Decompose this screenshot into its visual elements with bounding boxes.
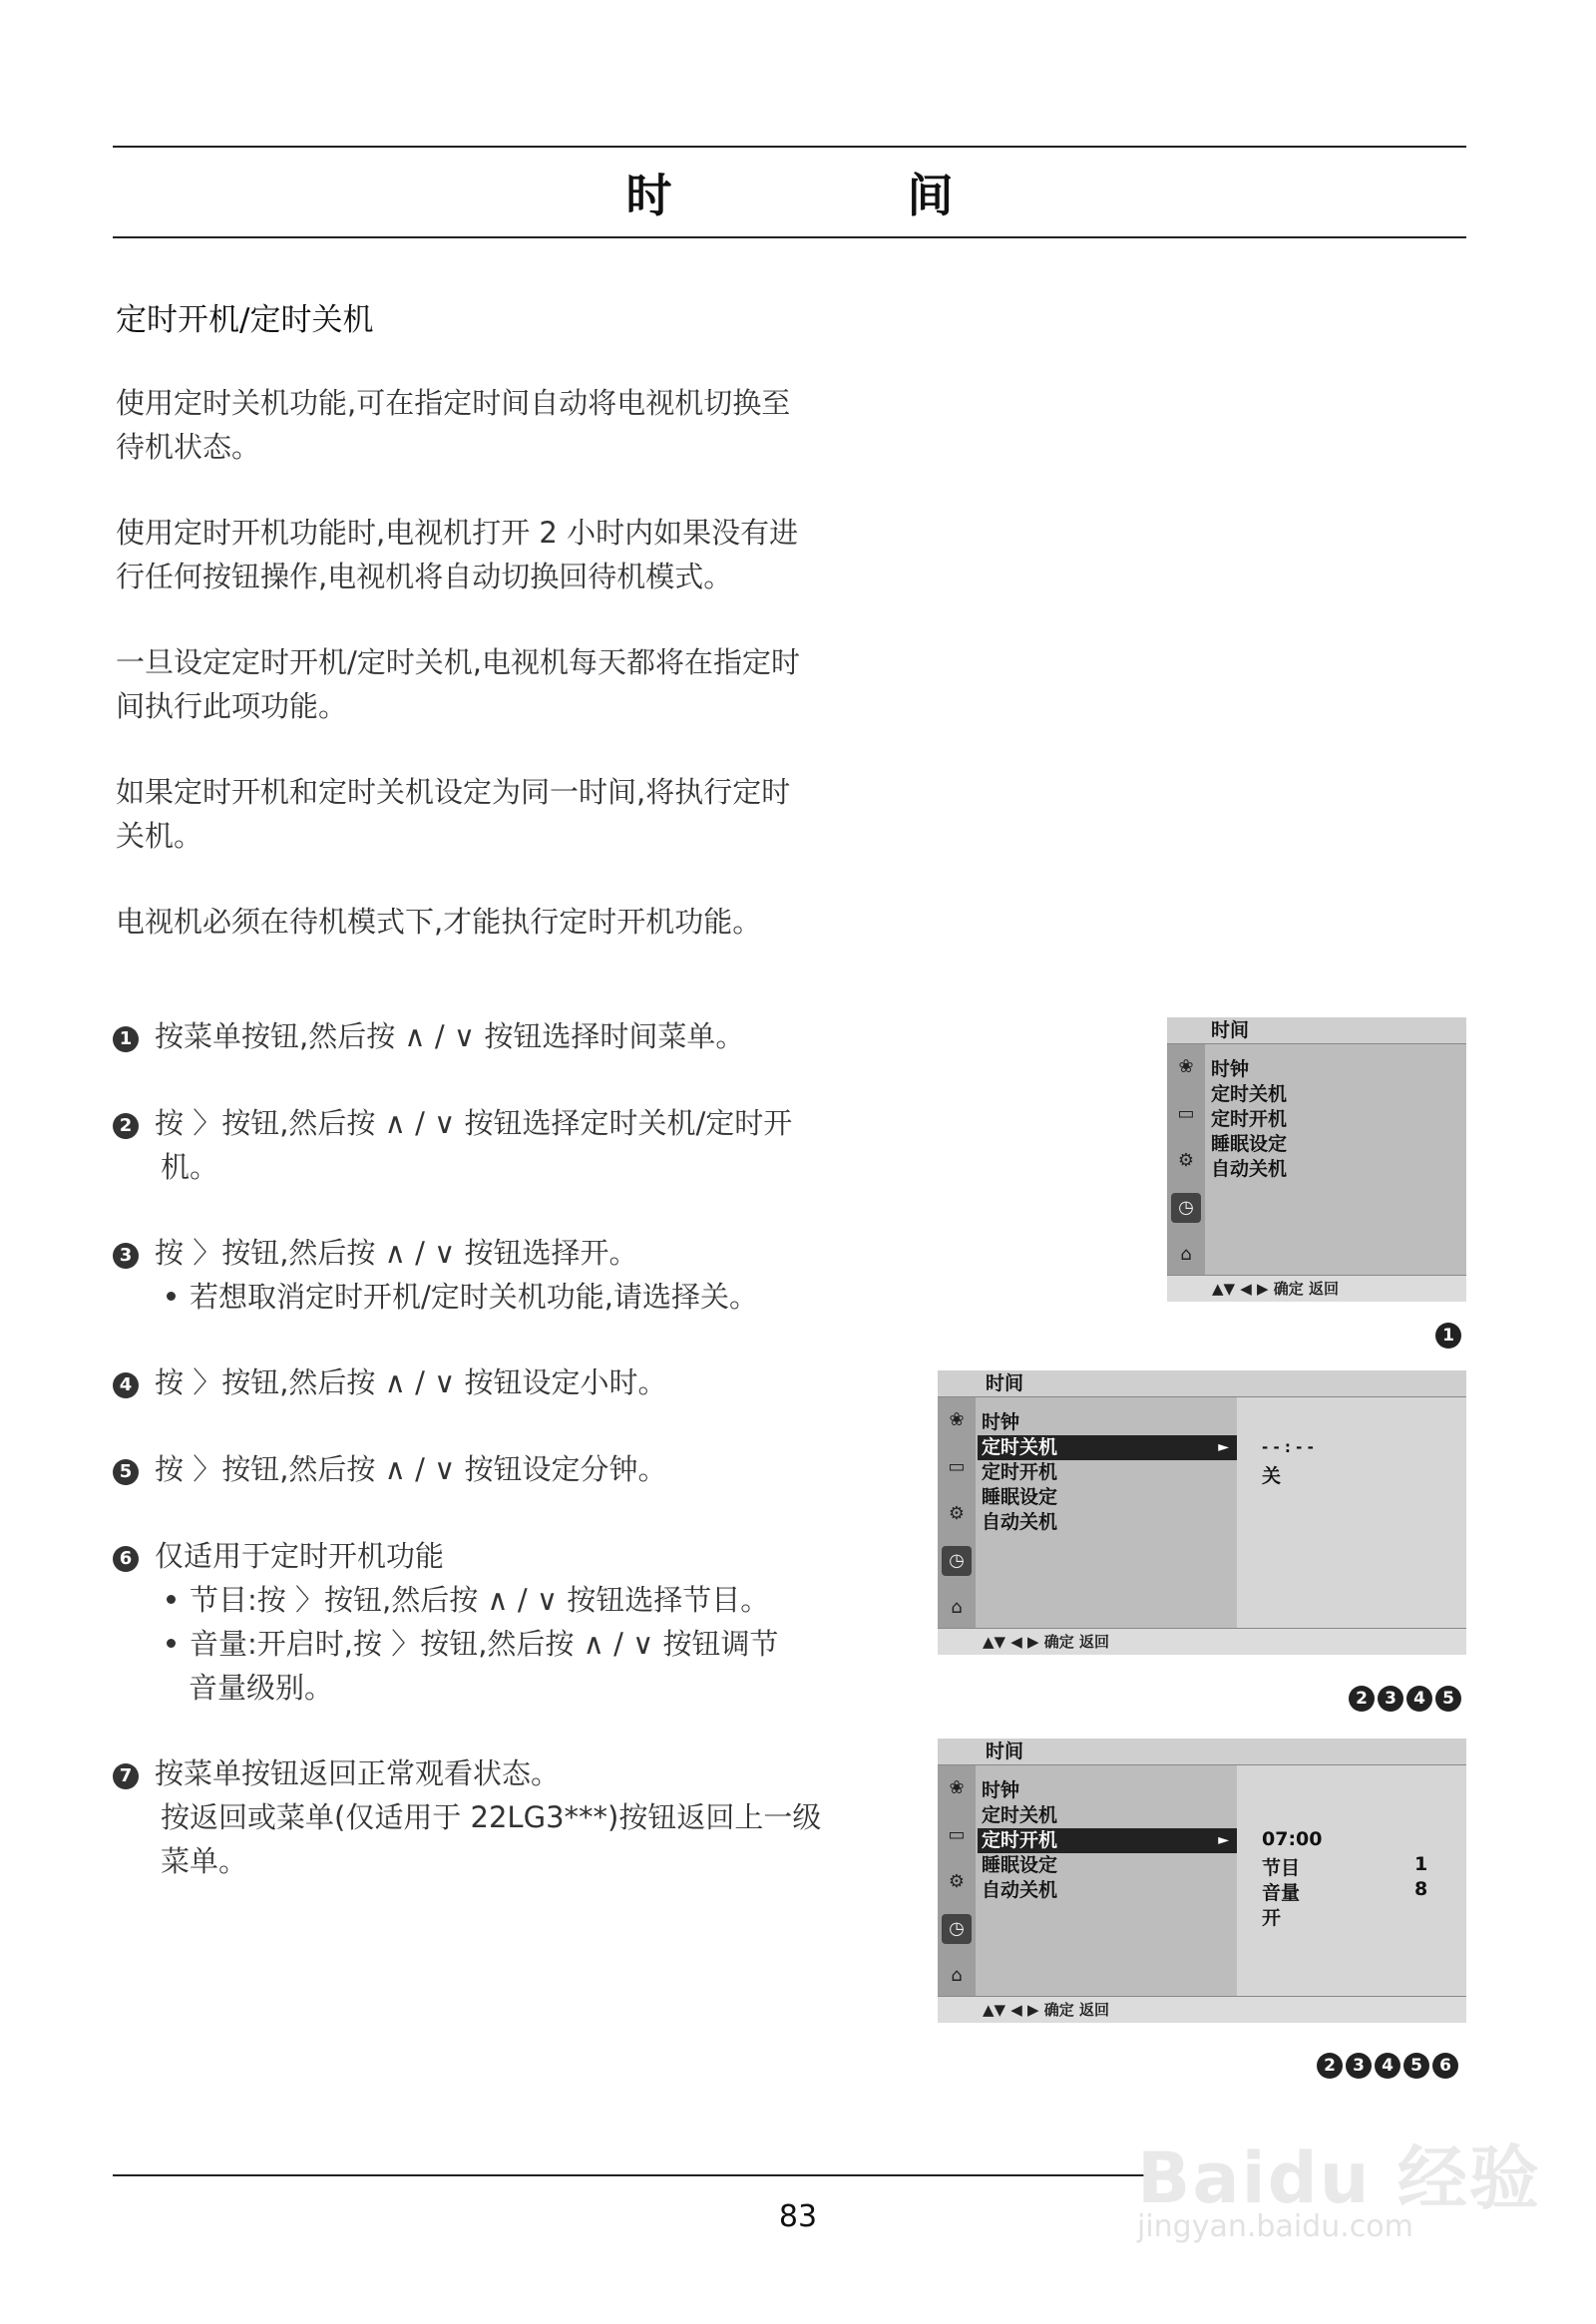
osd-item-off-timer: 定时关机 [1211, 1083, 1288, 1105]
timer-state: 关 [1262, 1465, 1282, 1487]
lock-icon: ⌂ [951, 1597, 963, 1618]
step-text: 按 〉按钮,然后按 ∧ / ∨ 按钮选择开。 [155, 1236, 638, 1270]
step-number: 7 [113, 1763, 139, 1789]
time-value: - - : - - [1262, 1438, 1314, 1456]
osd-sidebar [938, 1397, 976, 1629]
marker: 5 [1403, 2053, 1429, 2079]
picture-icon: ❀ [949, 1409, 965, 1430]
right-arrow-icon: ► [1218, 1832, 1229, 1848]
clock-icon: ◷ [942, 1914, 972, 1944]
step-text-cont: 菜单。 [161, 1844, 248, 1878]
step-markers-1 [1432, 1323, 1461, 1349]
paragraph-line: 关机。 [116, 819, 203, 853]
step-number: 5 [113, 1459, 139, 1485]
step-number: 1 [113, 1026, 139, 1052]
marker: 3 [1346, 2053, 1372, 2079]
lock-icon: ⌂ [1180, 1244, 1192, 1265]
section-title: 定时开机/定时关机 [116, 302, 374, 338]
screen-icon: ▭ [948, 1456, 966, 1477]
osd-item-on-timer: 定时开机 ► [978, 1828, 1237, 1853]
setup-icon: ⚙ [948, 1871, 966, 1892]
paragraph-4 [116, 770, 884, 858]
step-5 [113, 1447, 901, 1491]
step-bullet-cont: 音量级别。 [189, 1671, 334, 1705]
osd-item-clock: 时钟 [1211, 1058, 1250, 1080]
osd-menu-title: 时间 [1167, 1017, 1466, 1044]
paragraph-3 [116, 640, 884, 728]
paragraph-5 [116, 900, 884, 944]
step-text: 按菜单按钮,然后按 ∧ / ∨ 按钮选择时间菜单。 [155, 1019, 745, 1053]
osd-footer: ▲▼ ◀ ▶ 确定 返回 [938, 1628, 1466, 1655]
picture-icon: ❀ [1178, 1056, 1194, 1077]
paragraph-line: 使用定时关机功能,可在指定时间自动将电视机切换至 [116, 386, 791, 420]
marker: 5 [1435, 1686, 1461, 1712]
picture-icon: ❀ [949, 1777, 965, 1798]
step-text: 按 〉按钮,然后按 ∧ / ∨ 按钮选择定时关机/定时开 [155, 1106, 793, 1140]
osd-menu-title: 时间 [938, 1370, 1466, 1397]
osd-menu-1 [1167, 1017, 1466, 1302]
step-2 [113, 1101, 901, 1189]
osd-item-auto-off: 自动关机 [982, 1879, 1058, 1901]
program-value: 1 [1414, 1853, 1428, 1875]
step-number: 2 [113, 1113, 139, 1139]
page-number: 83 [778, 2199, 818, 2234]
right-arrow-icon: ► [1218, 1439, 1229, 1455]
osd-item-auto-off: 自动关机 [1211, 1158, 1288, 1180]
osd-footer: ▲▼ ◀ ▶ 确定 返回 [1167, 1275, 1466, 1302]
osd-item-sleep: 睡眠设定 [982, 1486, 1058, 1508]
footer-rule [113, 2174, 1150, 2176]
step-bullet: 若想取消定时开机/定时关机功能,请选择关。 [190, 1280, 758, 1314]
setup-icon: ⚙ [1177, 1150, 1195, 1171]
screen-icon: ▭ [948, 1824, 966, 1845]
volume-value: 8 [1414, 1878, 1428, 1900]
step-4 [113, 1360, 901, 1404]
step-number: 4 [113, 1372, 139, 1398]
volume-label: 音量 [1262, 1882, 1301, 1904]
paragraph-line: 待机状态。 [116, 430, 261, 464]
step-text: 仅适用于定时开机功能 [155, 1539, 445, 1573]
paragraph-line: 一旦设定定时开机/定时关机,电视机每天都将在指定时 [116, 645, 800, 679]
step-bullet: 节目:按 〉按钮,然后按 ∧ / ∨ 按钮选择节目。 [190, 1583, 770, 1617]
osd-value-panel [1237, 1397, 1466, 1629]
marker: 4 [1375, 2053, 1400, 2079]
osd-sidebar [1167, 1044, 1205, 1276]
paragraph-line: 电视机必须在待机模式下,才能执行定时开机功能。 [116, 905, 762, 939]
marker: 2 [1349, 1686, 1375, 1712]
osd-item-on-timer: 定时开机 [982, 1461, 1058, 1483]
marker: 3 [1378, 1686, 1403, 1712]
marker: 2 [1317, 2053, 1343, 2079]
osd-item-auto-off: 自动关机 [982, 1511, 1058, 1533]
step-number: 6 [113, 1546, 139, 1572]
title-rule [113, 236, 1466, 238]
marker: 4 [1406, 1686, 1432, 1712]
step-number: 3 [113, 1243, 139, 1269]
marker: 1 [1435, 1323, 1461, 1349]
bullet-dot [167, 1595, 176, 1604]
time-value: 07:00 [1262, 1828, 1323, 1850]
step-text-cont: 机。 [161, 1150, 219, 1184]
osd-sidebar [938, 1765, 976, 1997]
step-text-cont: 按返回或菜单(仅适用于 22LG3***)按钮返回上一级 [161, 1800, 822, 1834]
program-label: 节目 [1262, 1857, 1301, 1879]
paragraph-line: 间执行此项功能。 [116, 689, 348, 723]
step-text: 按菜单按钮返回正常观看状态。 [155, 1756, 561, 1790]
osd-item-clock: 时钟 [982, 1411, 1020, 1433]
step-text: 按 〉按钮,然后按 ∧ / ∨ 按钮设定小时。 [155, 1365, 667, 1399]
paragraph-line: 使用定时开机功能时,电视机打开 2 小时内如果没有进 [116, 516, 799, 550]
step-3 [113, 1231, 901, 1319]
paragraph-1 [116, 381, 884, 469]
clock-icon: ◷ [1171, 1193, 1201, 1223]
screen-icon: ▭ [1177, 1103, 1195, 1124]
paragraph-2 [116, 511, 884, 598]
step-bullet: 音量:开启时,按 〉按钮,然后按 ∧ / ∨ 按钮调节 [190, 1627, 779, 1661]
marker: 6 [1432, 2053, 1458, 2079]
osd-item-on-timer: 定时开机 [1211, 1108, 1288, 1130]
osd-menu-title: 时间 [938, 1739, 1466, 1765]
lock-icon: ⌂ [951, 1965, 963, 1986]
watermark-url: jingyan.baidu.com [1137, 2209, 1413, 2244]
paragraph-line: 如果定时开机和定时关机设定为同一时间,将执行定时 [116, 775, 791, 809]
clock-icon: ◷ [942, 1546, 972, 1576]
bullet-dot [167, 1292, 176, 1301]
osd-item-clock: 时钟 [982, 1779, 1020, 1801]
osd-item-sleep: 睡眠设定 [1211, 1133, 1288, 1155]
osd-menu-3 [938, 1739, 1466, 2023]
step-6 [113, 1534, 901, 1710]
osd-item-sleep: 睡眠设定 [982, 1854, 1058, 1876]
bullet-dot [167, 1639, 176, 1648]
top-rule [113, 146, 1466, 148]
setup-icon: ⚙ [948, 1503, 966, 1524]
osd-menu-2 [938, 1370, 1466, 1655]
page-title: 时 间 [625, 169, 1063, 222]
paragraph-line: 行任何按钮操作,电视机将自动切换回待机模式。 [116, 560, 733, 593]
osd-item-off-timer: 定时关机 ► [978, 1435, 1237, 1460]
osd-footer: ▲▼ ◀ ▶ 确定 返回 [938, 1996, 1466, 2023]
step-1 [113, 1014, 901, 1058]
step-text: 按 〉按钮,然后按 ∧ / ∨ 按钮设定分钟。 [155, 1452, 667, 1486]
timer-state: 开 [1262, 1907, 1282, 1929]
step-markers-3 [1314, 2053, 1458, 2079]
watermark-logo: Baidu 经验 [1137, 2137, 1541, 2219]
step-7 [113, 1751, 901, 1883]
step-markers-2 [1346, 1686, 1461, 1712]
osd-item-off-timer: 定时关机 [982, 1804, 1058, 1826]
